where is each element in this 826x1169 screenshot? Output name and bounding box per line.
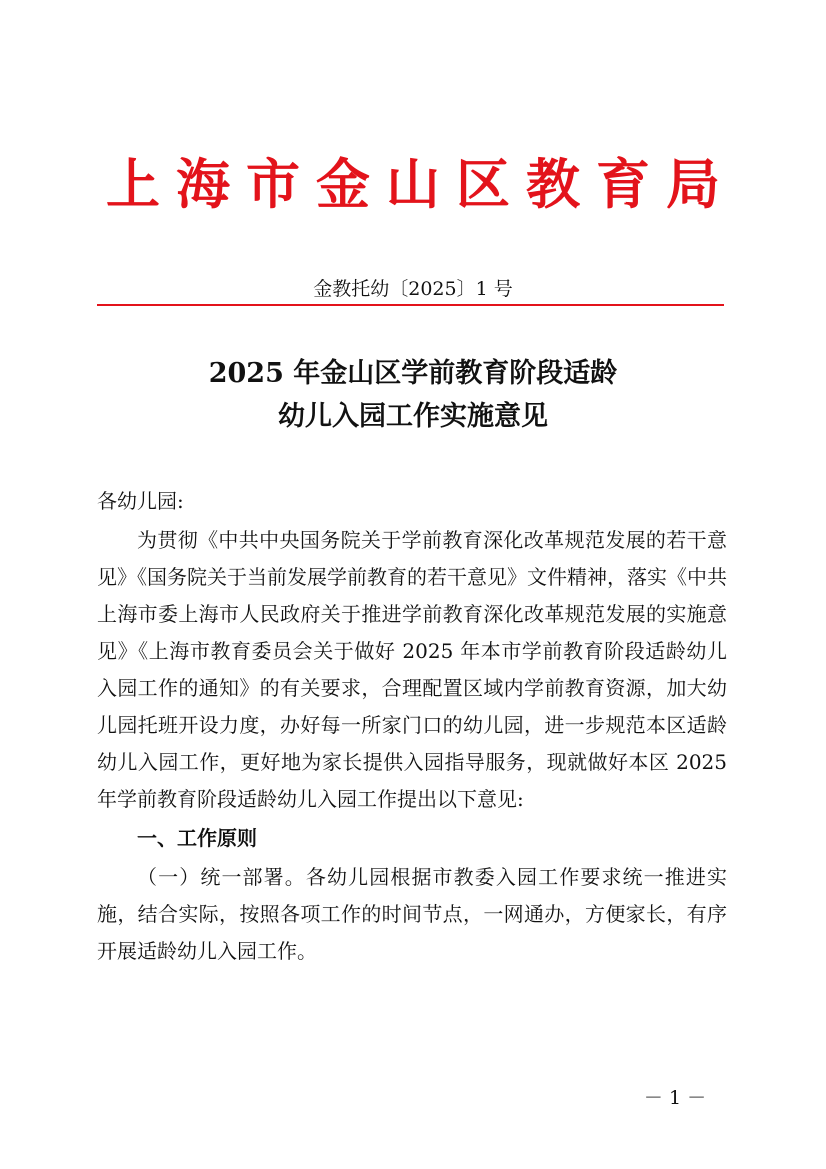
intro-paragraph: 为贯彻《中共中央国务院关于学前教育深化改革规范发展的若干意见》《国务院关于当前发展学前教育的若干意见》文件精神，落实《中共上海市委上海市人民政府关于推进学前教育深化改革规范发展的实施意见》《上海市教育委员会关于做好 2025 年本市学前教育阶段适龄幼儿入园工作的通知》的有关要求，合理配置区域内学前教育资源，加大幼儿园托班开设力度，办好每一所家门口的幼儿园，进一步规范本区适龄幼儿入园工作，更好地为家长提供入园指导服务，现就做好本区 2025 年学前教育阶段适龄幼儿入园工作提出以下意见: [97,528,727,811]
salutation: 各幼儿园: [97,489,184,513]
section-item-unified-deployment: （一）统一部署。各幼儿园根据市教委入园工作要求统一推进实施，结合实际，按照各项工作的时间节点，一网通办，方便家长，有序开展适龄幼儿入园工作。 [97,865,727,963]
document-title-line-1: 2025 年金山区学前教育阶段适龄 [208,358,618,389]
section-heading-work-principles: 一、工作原则 [137,826,257,850]
page-number: － 1 － [643,1087,707,1109]
document-number: 金教托幼〔2025〕1 号 [313,278,513,300]
document-title-line-2: 幼儿入园工作实施意见 [278,401,548,432]
document-body [97,483,727,970]
document-title [0,352,826,438]
red-divider-rule [97,304,724,306]
masthead-org-name: 上海市金山区教育局 [106,153,736,216]
